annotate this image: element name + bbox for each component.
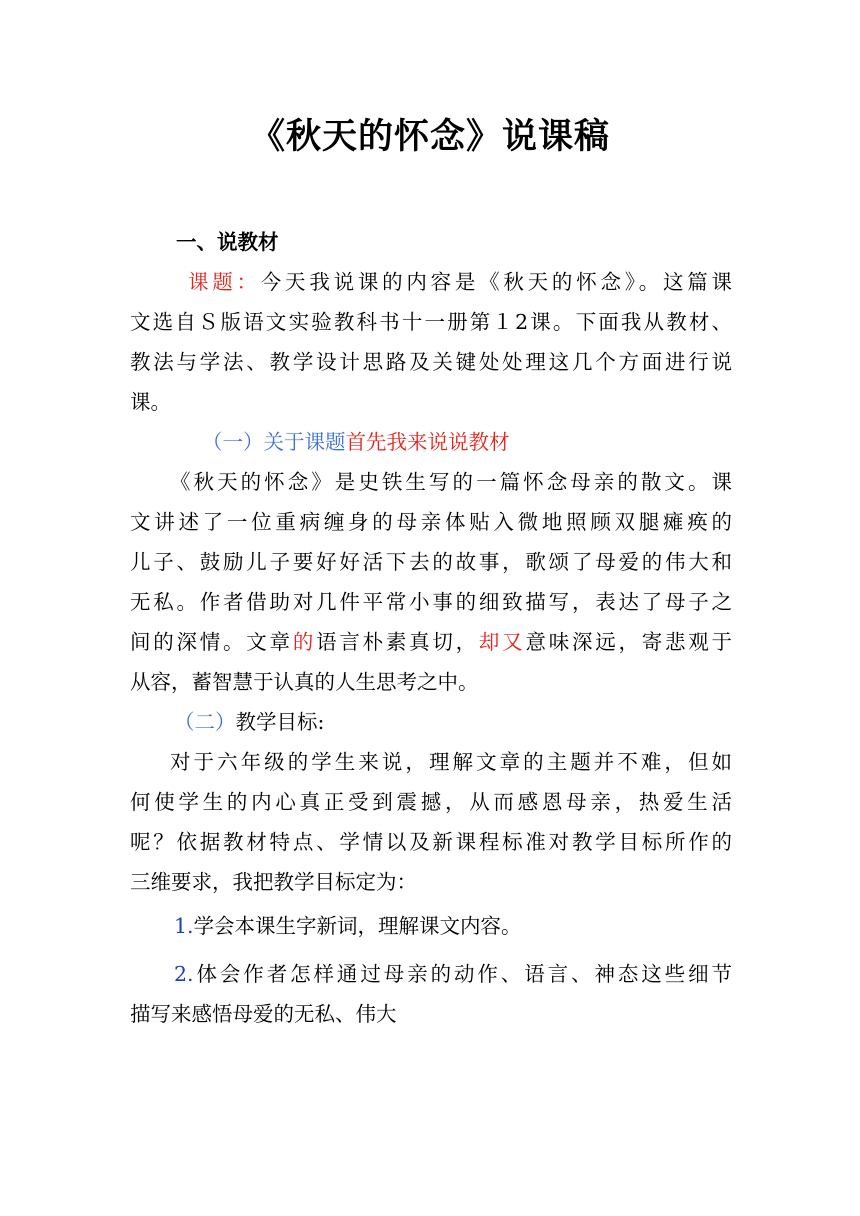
- paragraph-line: 教法与学法、教学设计思路及关键处处理这几个方面进行说: [130, 350, 732, 374]
- subsection-heading: [130, 422, 732, 462]
- paragraph-line: 从容，蓄智慧于认真的人生思考之中。: [130, 670, 479, 694]
- paragraph-line: [130, 622, 732, 662]
- paragraph-line: 描写来感悟母爱的无私、伟大: [130, 1002, 397, 1026]
- goal-text: 体会作者怎样通过母亲的动作、语言、神态这些细节: [193, 962, 732, 986]
- paragraph-line: 三维要求，我把教学目标定为：: [130, 870, 417, 894]
- paragraph-line: 无私。作者借助对几件平常小事的细致描写，表达了母子之: [130, 590, 732, 614]
- subsection-note: 首先我来说说教材: [345, 430, 510, 454]
- goal-number: 1.: [174, 914, 194, 938]
- subsection-label: （二）: [174, 710, 236, 734]
- paragraph-text: 今天我说课的内容是《秋天的怀念》。这篇课: [260, 270, 732, 294]
- paragraph-line: 文讲述了一位重病缠身的母亲体贴入微地照顾双腿瘫痪的: [130, 510, 732, 534]
- paragraph-line: 课。: [130, 390, 171, 414]
- document-body: [130, 222, 732, 1034]
- topic-label: 课题：: [188, 270, 261, 294]
- paragraph-line: 对于六年级的学生来说，理解文章的主题并不难，但如: [170, 750, 732, 774]
- highlight-text: 的: [292, 630, 317, 654]
- paragraph-text: 间的深情。文章: [130, 630, 293, 654]
- goal-item: [130, 906, 732, 946]
- section-heading: 一、说教材: [176, 230, 279, 254]
- goal-text: 学会本课生字新词，理解课文内容。: [193, 914, 522, 938]
- subsection-title: 教学目标:: [235, 710, 325, 734]
- paragraph-text: 语言朴素真切，: [316, 630, 479, 654]
- document-title: 《秋天的怀念》说课稿: [249, 117, 610, 157]
- paragraph-line: 《秋天的怀念》是史铁生写的一篇怀念母亲的散文。课: [170, 470, 732, 494]
- paragraph-line: 呢？依据教材特点、学情以及新课程标准对教学目标所作的: [130, 830, 732, 854]
- paragraph-text: 意味深远，寄悲观于: [525, 630, 732, 654]
- subsection-heading: [130, 702, 732, 742]
- highlight-text: 却又: [478, 630, 526, 654]
- paragraph-line: [130, 262, 732, 302]
- paragraph-line: 文选自Ｓ版语文实验教科书十一册第１2课。下面我从教材、: [130, 310, 732, 334]
- goal-item: [130, 954, 732, 994]
- goal-number: 2.: [174, 962, 194, 986]
- paragraph-line: 何使学生的内心真正受到震撼，从而感恩母亲，热爱生活: [130, 790, 732, 814]
- subsection-label: （一）关于课题: [202, 430, 346, 454]
- paragraph-line: 儿子、鼓励儿子要好好活下去的故事，歌颂了母爱的伟大和: [130, 550, 732, 574]
